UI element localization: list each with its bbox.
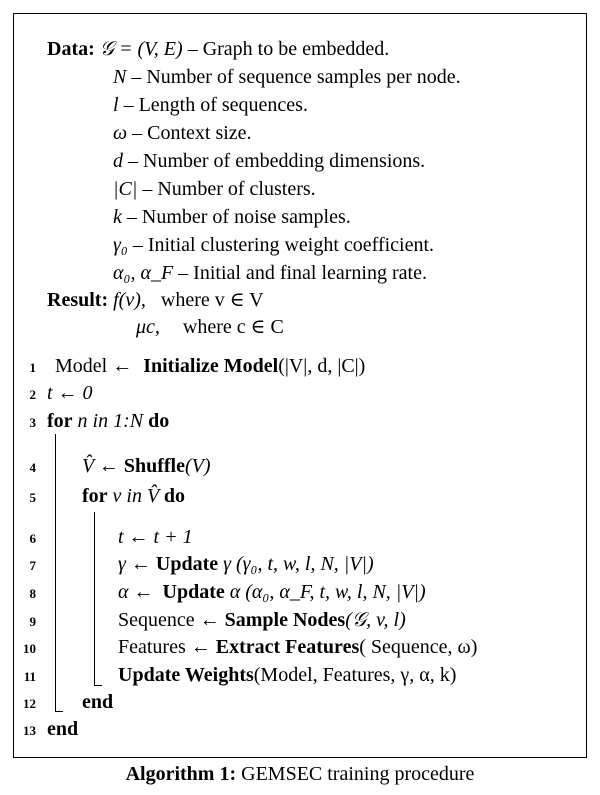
data-desc: – Initial and final learning rate. bbox=[173, 262, 427, 284]
data-desc: – Graph to be embedded. bbox=[182, 38, 390, 60]
data-sym: ω bbox=[113, 122, 128, 144]
data-line-1 bbox=[113, 65, 461, 89]
result-line-2 bbox=[136, 315, 284, 339]
line-number: 10 bbox=[23, 641, 36, 656]
line-number: 12 bbox=[23, 696, 36, 711]
result-expr: f(v), bbox=[113, 289, 146, 311]
algo-function: Update bbox=[162, 581, 225, 603]
algo-line-9 bbox=[118, 608, 406, 632]
algo-line-1 bbox=[55, 354, 365, 378]
line-number: 4 bbox=[29, 460, 36, 475]
algo-line-5 bbox=[82, 484, 185, 508]
data-line-4 bbox=[113, 149, 425, 173]
algo-text: α ← bbox=[118, 581, 159, 603]
result-where: where v ∈ V bbox=[160, 289, 264, 311]
data-desc: – Length of sequences. bbox=[118, 94, 308, 116]
algo-text: γ ← bbox=[118, 553, 156, 575]
data-sym: k bbox=[113, 206, 122, 228]
line-number: 1 bbox=[29, 360, 36, 375]
algo-args: (|V|, d, |C|) bbox=[278, 355, 366, 377]
algo-args: (𝒢, v, l) bbox=[345, 609, 406, 631]
for-n-block-foot bbox=[55, 711, 63, 712]
for-n-block-bar bbox=[55, 434, 56, 711]
caption-label: Algorithm 1: bbox=[125, 763, 237, 785]
algorithm-caption bbox=[0, 763, 600, 786]
algo-text: Features ← bbox=[118, 636, 216, 658]
line-number: 11 bbox=[23, 669, 36, 684]
algo-args: ( Sequence, ω) bbox=[359, 636, 478, 658]
data-line-6 bbox=[113, 205, 351, 229]
result-where: where c ∈ C bbox=[182, 316, 284, 338]
algo-text: Model ← bbox=[55, 355, 138, 377]
line-number: 3 bbox=[29, 415, 36, 430]
data-line-5 bbox=[113, 177, 316, 201]
algo-line-13: end bbox=[47, 718, 79, 740]
line-number: 5 bbox=[29, 490, 36, 505]
algo-function: Shuffle bbox=[123, 455, 185, 477]
algo-text: V̂ ← bbox=[82, 455, 124, 477]
algo-line-2: t ← 0 bbox=[47, 382, 93, 404]
data-line-7 bbox=[113, 233, 434, 257]
keyword-for: for bbox=[47, 410, 73, 432]
algo-function: Initialize Model bbox=[143, 355, 279, 377]
line-number: 7 bbox=[29, 558, 36, 573]
algo-function: Extract Features bbox=[215, 636, 360, 658]
data-sym: |C| bbox=[113, 178, 138, 200]
data-label: Data: bbox=[47, 38, 95, 60]
algo-args: γ (γ₀, t, w, l, N, |V|) bbox=[218, 553, 374, 575]
caption-text: GEMSEC training procedure bbox=[236, 763, 475, 785]
result-label: Result: bbox=[47, 289, 109, 311]
data-line-8 bbox=[113, 261, 427, 285]
keyword-do: do bbox=[143, 410, 170, 432]
algo-text: v in V̂ bbox=[107, 485, 164, 507]
data-sym: l bbox=[113, 94, 119, 116]
data-sym: N bbox=[113, 66, 127, 88]
line-number: 13 bbox=[23, 723, 36, 738]
line-number: 8 bbox=[29, 586, 36, 601]
data-line-3 bbox=[113, 121, 252, 145]
keyword-for: for bbox=[82, 485, 108, 507]
algo-args: (Model, Features, γ, α, k) bbox=[253, 664, 457, 686]
result-expr: μc, bbox=[136, 316, 160, 338]
data-line-2 bbox=[113, 93, 308, 117]
algo-range: 1:N bbox=[113, 410, 144, 432]
line-number: 6 bbox=[29, 531, 36, 546]
for-v-block-foot bbox=[94, 685, 102, 686]
algo-args: α (α₀, α_F, t, w, l, N, |V|) bbox=[224, 581, 426, 603]
for-v-block-bar bbox=[94, 512, 95, 685]
data-sym: d bbox=[113, 150, 123, 172]
data-desc: – Number of sequence samples per node. bbox=[126, 66, 461, 88]
algo-line-12: end bbox=[82, 691, 114, 713]
data-line-0 bbox=[47, 37, 389, 61]
algo-line-10 bbox=[118, 635, 477, 659]
data-desc: – Number of embedding dimensions. bbox=[123, 150, 426, 172]
algo-line-11 bbox=[118, 663, 456, 687]
data-desc: – Number of noise samples. bbox=[121, 206, 351, 228]
algo-function: Update Weights bbox=[118, 664, 254, 686]
data-desc: – Initial clustering weight coefficient. bbox=[127, 234, 435, 256]
algo-text: Sequence ← bbox=[118, 609, 225, 631]
algo-line-6: t ← t + 1 bbox=[118, 526, 193, 548]
line-number: 9 bbox=[29, 614, 36, 629]
data-sym: γ₀ bbox=[113, 234, 128, 256]
line-number: 2 bbox=[29, 387, 36, 402]
data-sym: 𝒢 = (V, E) bbox=[99, 38, 183, 60]
algo-line-7 bbox=[118, 552, 374, 576]
data-desc: – Context size. bbox=[127, 122, 252, 144]
data-desc: – Number of clusters. bbox=[137, 178, 316, 200]
data-sym: α₀, α_F bbox=[113, 262, 174, 284]
algo-line-4 bbox=[82, 454, 211, 478]
result-line-1 bbox=[47, 288, 264, 312]
algo-line-3 bbox=[47, 409, 169, 433]
algo-text: n in bbox=[72, 410, 114, 432]
keyword-do: do bbox=[163, 485, 185, 507]
algo-line-8 bbox=[118, 580, 426, 604]
algo-function: Update bbox=[155, 553, 219, 575]
algo-args: (V) bbox=[184, 455, 211, 477]
algo-function: Sample Nodes bbox=[224, 609, 346, 631]
